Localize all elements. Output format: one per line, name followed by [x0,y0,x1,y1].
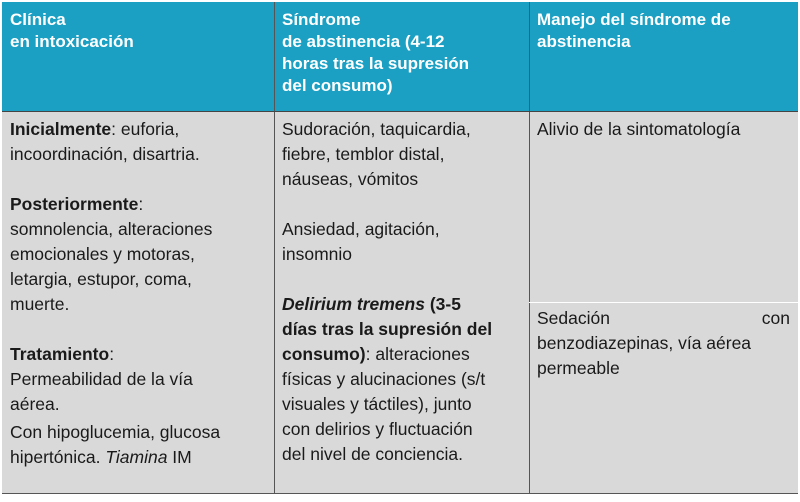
row-divider [2,111,798,112]
hypo-line1: Con hipoglucemia, glucosa [10,422,221,442]
initial-label: Inicialmente [10,119,112,139]
delirium-line: visuales y táctiles), junto [282,394,472,414]
treatment-line1: Permeabilidad de la vía [10,369,193,389]
delirium-bold-line3: consumo) [282,344,366,364]
clinical-table [2,2,798,494]
header-sindrome-line2: de abstinencia (4-12 [282,32,445,51]
initial-line2: incoordinación, disartria. [10,144,200,164]
symptom-line: fiebre, temblor distal, [282,144,445,164]
column-divider [274,2,275,494]
delirium-line: con delirios y fluctuación [282,419,473,439]
tiamina-text: Tiamina [105,447,168,467]
manejo-bottom-line3: permeable [537,358,620,378]
cell-sindrome-body [274,111,529,494]
posterior-label: Posteriormente [10,194,139,214]
manejo-top-text: Alivio de la sintomatología [537,119,741,139]
symptom-line: insomnio [282,244,353,264]
delirium-line: del nivel de conciencia. [282,444,463,464]
symptom-line: náuseas, vómitos [282,169,419,189]
header-clinica-line2: en intoxicación [10,32,134,51]
posterior-colon: : [138,194,144,214]
symptom-line: Sudoración, taquicardia, [282,119,471,139]
treatment-label: Tratamiento [10,344,110,364]
symptom-line: Ansiedad, agitación, [282,219,440,239]
initial-rest: : euforia, [111,119,180,139]
hypo-line2-b: IM [167,447,192,467]
header-manejo-line1: Manejo del síndrome de [537,10,731,29]
posterior-line: somnolencia, alteraciones [10,219,213,239]
cell-manejo-bottom [529,302,798,494]
cell-manejo-top [529,111,798,302]
table-bottom-border [2,493,798,494]
header-cell-sindrome [274,2,529,111]
header-sindrome-line1: Síndrome [282,10,361,29]
treatment-line2: aérea. [10,394,60,414]
delirium-tremens-label: Delirium tremens [282,294,425,314]
manejo-bottom-line2: benzodiazepinas, vía aérea [537,333,752,353]
sedacion-word: Sedación [537,308,610,328]
posterior-line: emocionales y motoras, [10,244,195,264]
delirium-line3-rest: : alteraciones [365,344,470,364]
posterior-line: muerte. [10,294,70,314]
column-divider [529,2,530,494]
delirium-bold-rest: (3-5 [424,294,461,314]
treatment-colon: : [109,344,115,364]
hypo-line2-a: hipertónica. [10,447,106,467]
header-cell-clinica [2,2,274,111]
header-manejo-line2: abstinencia [537,32,631,51]
header-cell-manejo [529,2,798,111]
cell-clinica-body [2,111,274,494]
delirium-line: físicas y alucinaciones (s/t [282,369,486,389]
header-sindrome-line4: del consumo) [282,76,393,95]
header-clinica-line1: Clínica [10,10,66,29]
header-sindrome-line3: horas tras la supresión [282,54,470,73]
row-divider [529,302,798,303]
delirium-bold-line2: días tras la supresión del [282,319,493,339]
posterior-line: letargia, estupor, coma, [10,269,192,289]
con-word: con [761,308,790,328]
